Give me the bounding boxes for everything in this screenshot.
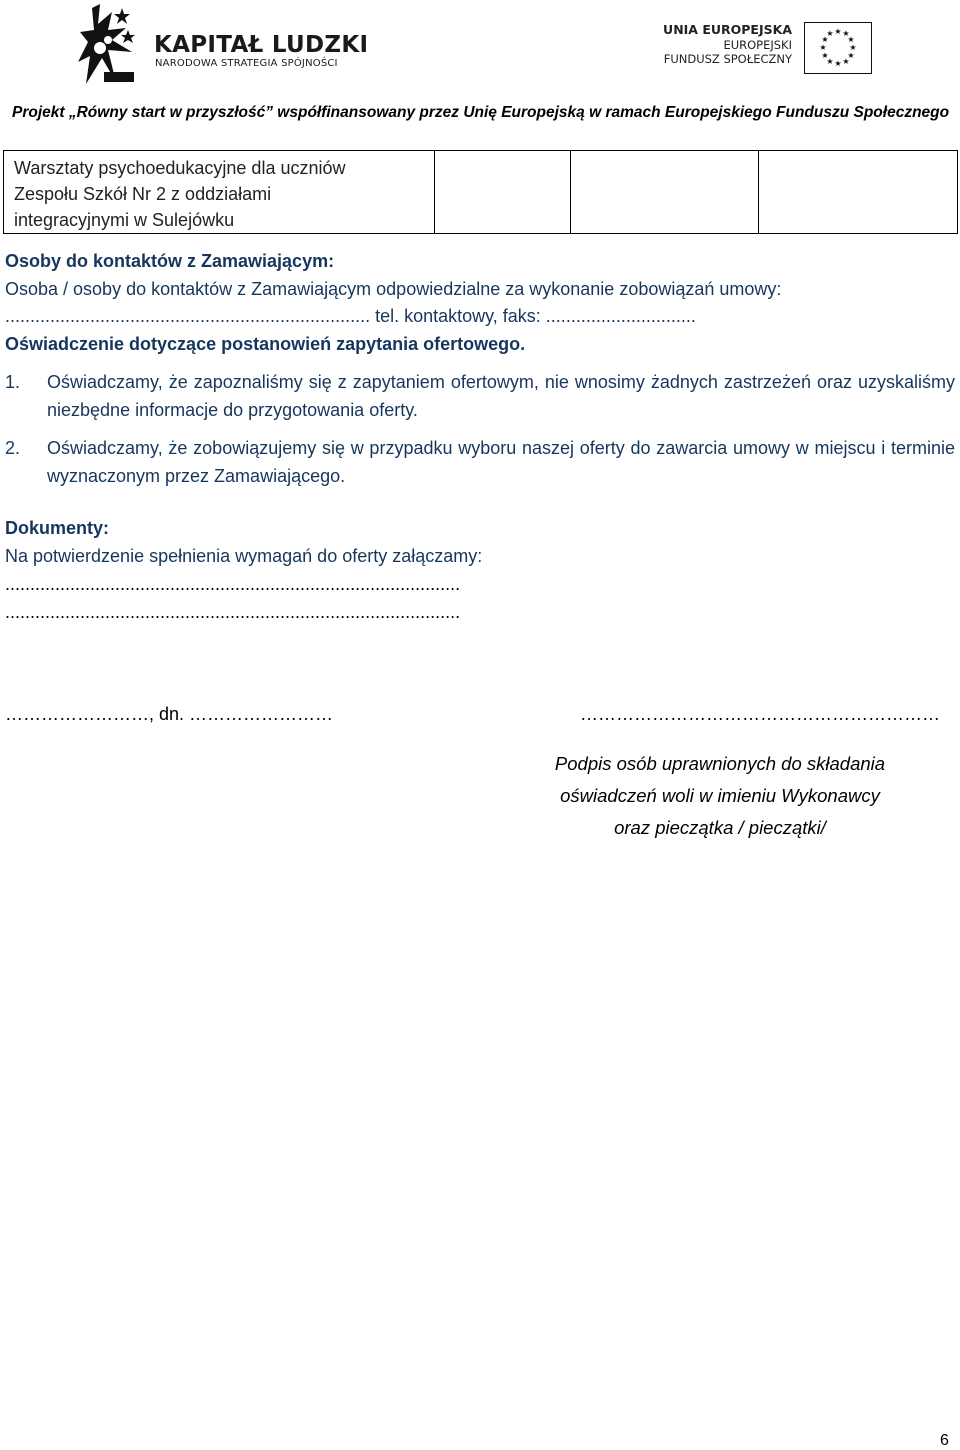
statement-item-text: Oświadczamy, że zapoznaliśmy się z zapytaniem ofertowym, nie wnosimy żadnych zastrzeżeń oraz uzyskaliśmy niezbędne informacje do przygotowania oferty. [47,372,955,420]
svg-text:★: ★ [847,51,855,60]
table-cell [435,151,571,233]
eu-flag-icon [804,22,872,74]
offer-table [3,150,958,234]
documents-heading: Dokumenty: [5,518,110,538]
svg-text:★: ★ [834,59,842,68]
contacts-phone-line: ......................................................................... tel. kontaktowy, faks: .............................. [5,306,696,326]
page-number: 6 [940,1432,949,1449]
contacts-heading: Osoby do kontaktów z Zamawiającym: [5,251,335,271]
signature-caption: oraz pieczątka / pieczątki/ [614,817,826,838]
signature-caption: Podpis osób uprawnionych do składania [554,753,886,774]
logo-subtitle: NARODOWA STRATEGIA SPÓJNOŚCI [155,58,338,69]
svg-text:★: ★ [821,51,829,60]
statement-heading: Oświadczenie dotyczące postanowień zapytania ofertowego. [5,334,526,354]
documents-line: Na potwierdzenie spełnienia wymagań do oferty załączamy: [5,546,483,566]
logo-title: KAPITAŁ LUDZKI [154,32,369,58]
svg-text:★: ★ [834,27,842,36]
table-cell-text: Warsztaty psychoedukacyjne dla uczniów Zespołu Szkół Nr 2 z oddziałami integracyjnymi w Sulejówku [14,158,346,230]
documents-dots: ........................................................................................... [5,574,461,594]
svg-text:★: ★ [849,43,857,52]
eu-logo-line2: EUROPEJSKI [723,38,792,52]
svg-text:★: ★ [826,57,834,66]
statement-item-number: 1. [5,372,21,392]
table-cell [571,151,759,233]
svg-text:★: ★ [819,43,827,52]
eu-logo [650,20,880,80]
place-date-line: ……………………, dn. …………………… [5,704,334,724]
eu-logo-line3: FUNDUSZ SPOŁECZNY [663,52,792,66]
svg-text:★: ★ [842,57,850,66]
svg-text:★: ★ [847,35,855,44]
signature-caption: oświadczeń woli w imieniu Wykonawcy [560,785,880,806]
eu-logo-line1: UNIA EUROPEJSKA [663,22,792,37]
statement-item [5,368,955,428]
contacts-line: Osoba / osoby do kontaktów z Zamawiającym odpowiedzialne za wykonanie zobowiązań umowy: [5,279,782,299]
project-line: Projekt „Równy start w przyszłość” współfinansowany przez Unię Europejską w ramach Europejskiego Funduszu Społecznego [12,104,950,121]
statement-item-number: 2. [5,438,21,458]
table-cell [4,151,435,233]
statement-item [5,434,955,494]
statement-item-text: Oświadczamy, że zobowiązujemy się w przypadku wyboru naszej oferty do zawarcia umowy w miejscu i terminie wyznaczonym przez Zamawiającego. [47,438,955,486]
svg-text:★: ★ [826,29,834,38]
svg-text:★: ★ [821,35,829,44]
svg-text:★: ★ [842,29,850,38]
signature-line: …………………………………………………… [580,704,940,724]
star-figure-logo-icon [78,2,148,86]
documents-dots: ........................................................................................... [5,602,461,622]
table-cell [759,151,959,233]
kapital-ludzki-logo [78,2,369,86]
